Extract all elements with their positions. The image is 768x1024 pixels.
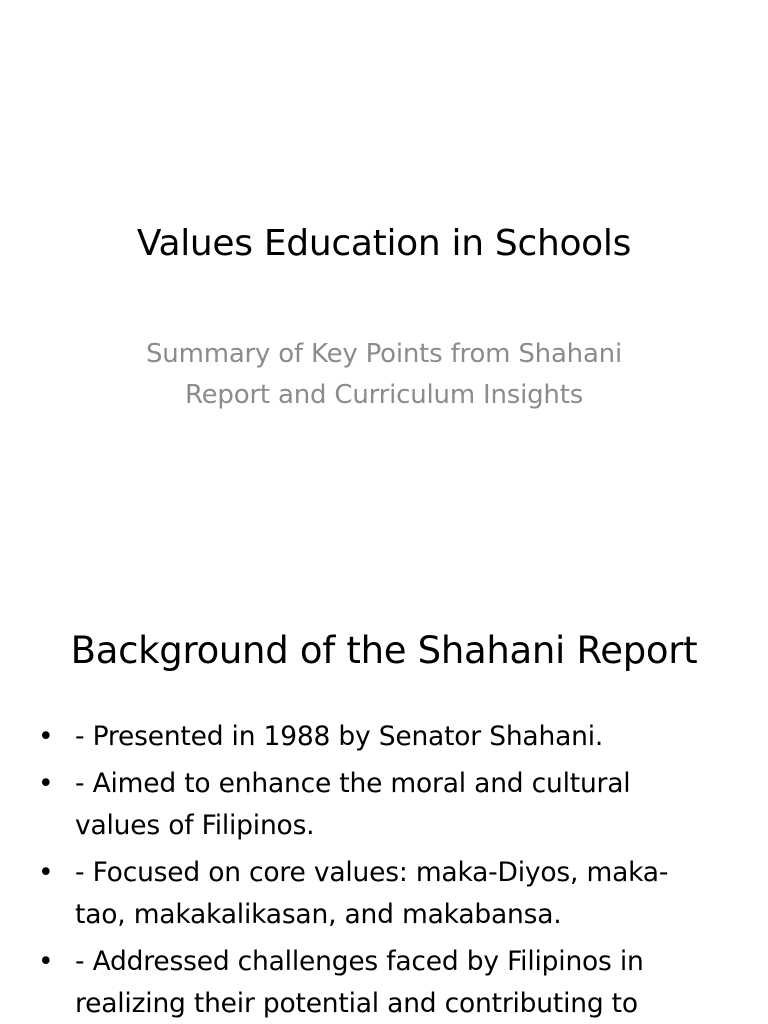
bullet-text: - Presented in 1988 by Senator Shahani. [75,721,604,752]
bullet-item-3 [38,852,718,936]
bullet-item-1 [38,716,718,758]
bullet-list [38,716,718,1024]
bullet-icon: • [38,946,54,977]
bullet-icon: • [38,721,54,752]
subtitle-line-1: Summary of Key Points from Shahani [145,339,622,369]
bullet-text: - Aimed to enhance the moral and cultural values of Filipinos. [75,768,631,841]
bullet-item-4 [38,941,718,1024]
subtitle-line-2: Report and Curriculum Insights [184,380,584,410]
bullet-text: - Addressed challenges faced by Filipinos in realizing their potential and contributing to [75,946,644,1019]
bullet-item-2 [38,763,718,847]
slide-subtitle [100,334,668,416]
bullet-icon: • [38,768,54,799]
section-title: Background of the Shahani Report [70,629,698,672]
content-slide [0,576,768,1024]
slide-title: Values Education in Schools [136,223,632,264]
bullet-icon: • [38,857,54,888]
bullet-text: - Focused on core values: maka-Diyos, maka-tao, makakalikasan, and makabansa. [75,857,669,930]
